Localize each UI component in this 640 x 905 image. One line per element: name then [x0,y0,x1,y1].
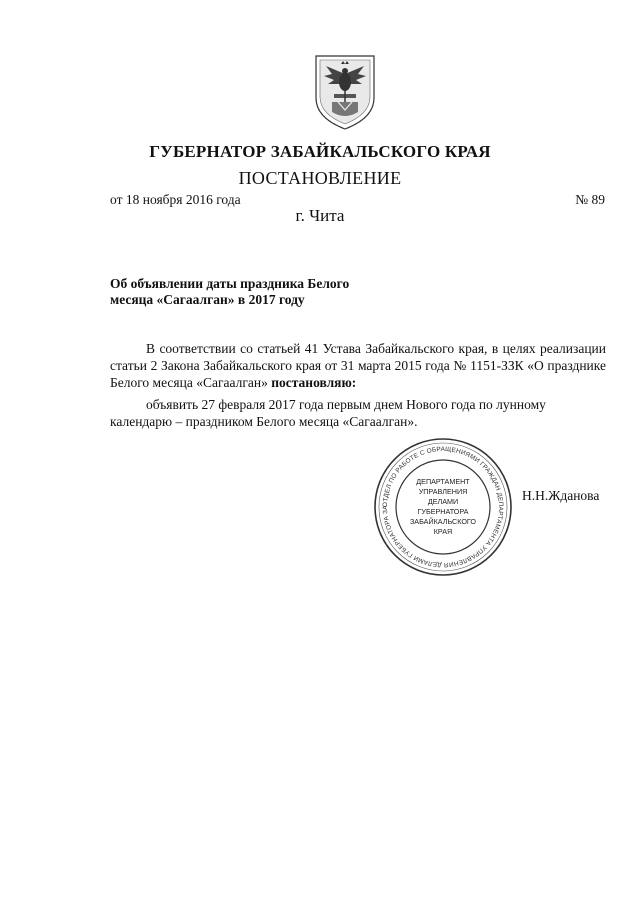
paragraph-1-text: В соответствии со статьей 41 Устава Забайкальского края, в целях реализации статьи 2 Закона Забайкальского края от 31 марта 2015 года № 1151-ЗЗК «О празднике Белого месяца «Сагаалган» [110,341,606,390]
official-stamp [372,436,514,578]
document-number: № 89 [575,192,605,207]
document-date: от 18 ноября 2016 года [110,192,241,207]
subject-line-1: Об объявлении даты праздника Белого [110,276,350,291]
signatory-name: Н.Н.Жданова [522,488,600,503]
stamp-line-3: ДЕЛАМИ [427,497,459,506]
stamp-line-6: КРАЯ [433,527,453,536]
body-paragraph-2 [110,396,606,430]
stamp-line-4: ГУБЕРНАТОРА [417,507,469,516]
document-subject [110,276,430,308]
stamp-line-1: ДЕПАРТАМЕНТ [416,477,470,486]
stamp-line-2: УПРАВЛЕНИЯ [418,487,468,496]
stamp-line-5: ЗАБАЙКАЛЬСКОГО [409,517,477,526]
document-type-title: ПОСТАНОВЛЕНИЕ [238,168,402,188]
authority-title: ГУБЕРНАТОР ЗАБАЙКАЛЬСКОГО КРАЯ [149,142,491,161]
coat-of-arms-icon [312,52,378,132]
body-paragraph-1 [110,340,606,391]
subject-line-2: месяца «Сагаалган» в 2017 году [110,292,305,307]
paragraph-2-text: объявить 27 февраля 2017 года первым днем Нового года по лунному календарю – праздником Белого месяца «Сагаалган». [110,397,546,429]
stamp-ring-text: ОТДЕЛ ПО РАБОТЕ С ОБРАЩЕНИЯМИ ГРАЖДАН ДЕПАРТАМЕНТА УПРАВЛЕНИЯ ДЕЛАМИ ГУБЕРНАТОРА ЗА [381,445,505,569]
document-city: г. Чита [295,206,345,225]
paragraph-1-decree-word: постановляю: [271,375,357,390]
